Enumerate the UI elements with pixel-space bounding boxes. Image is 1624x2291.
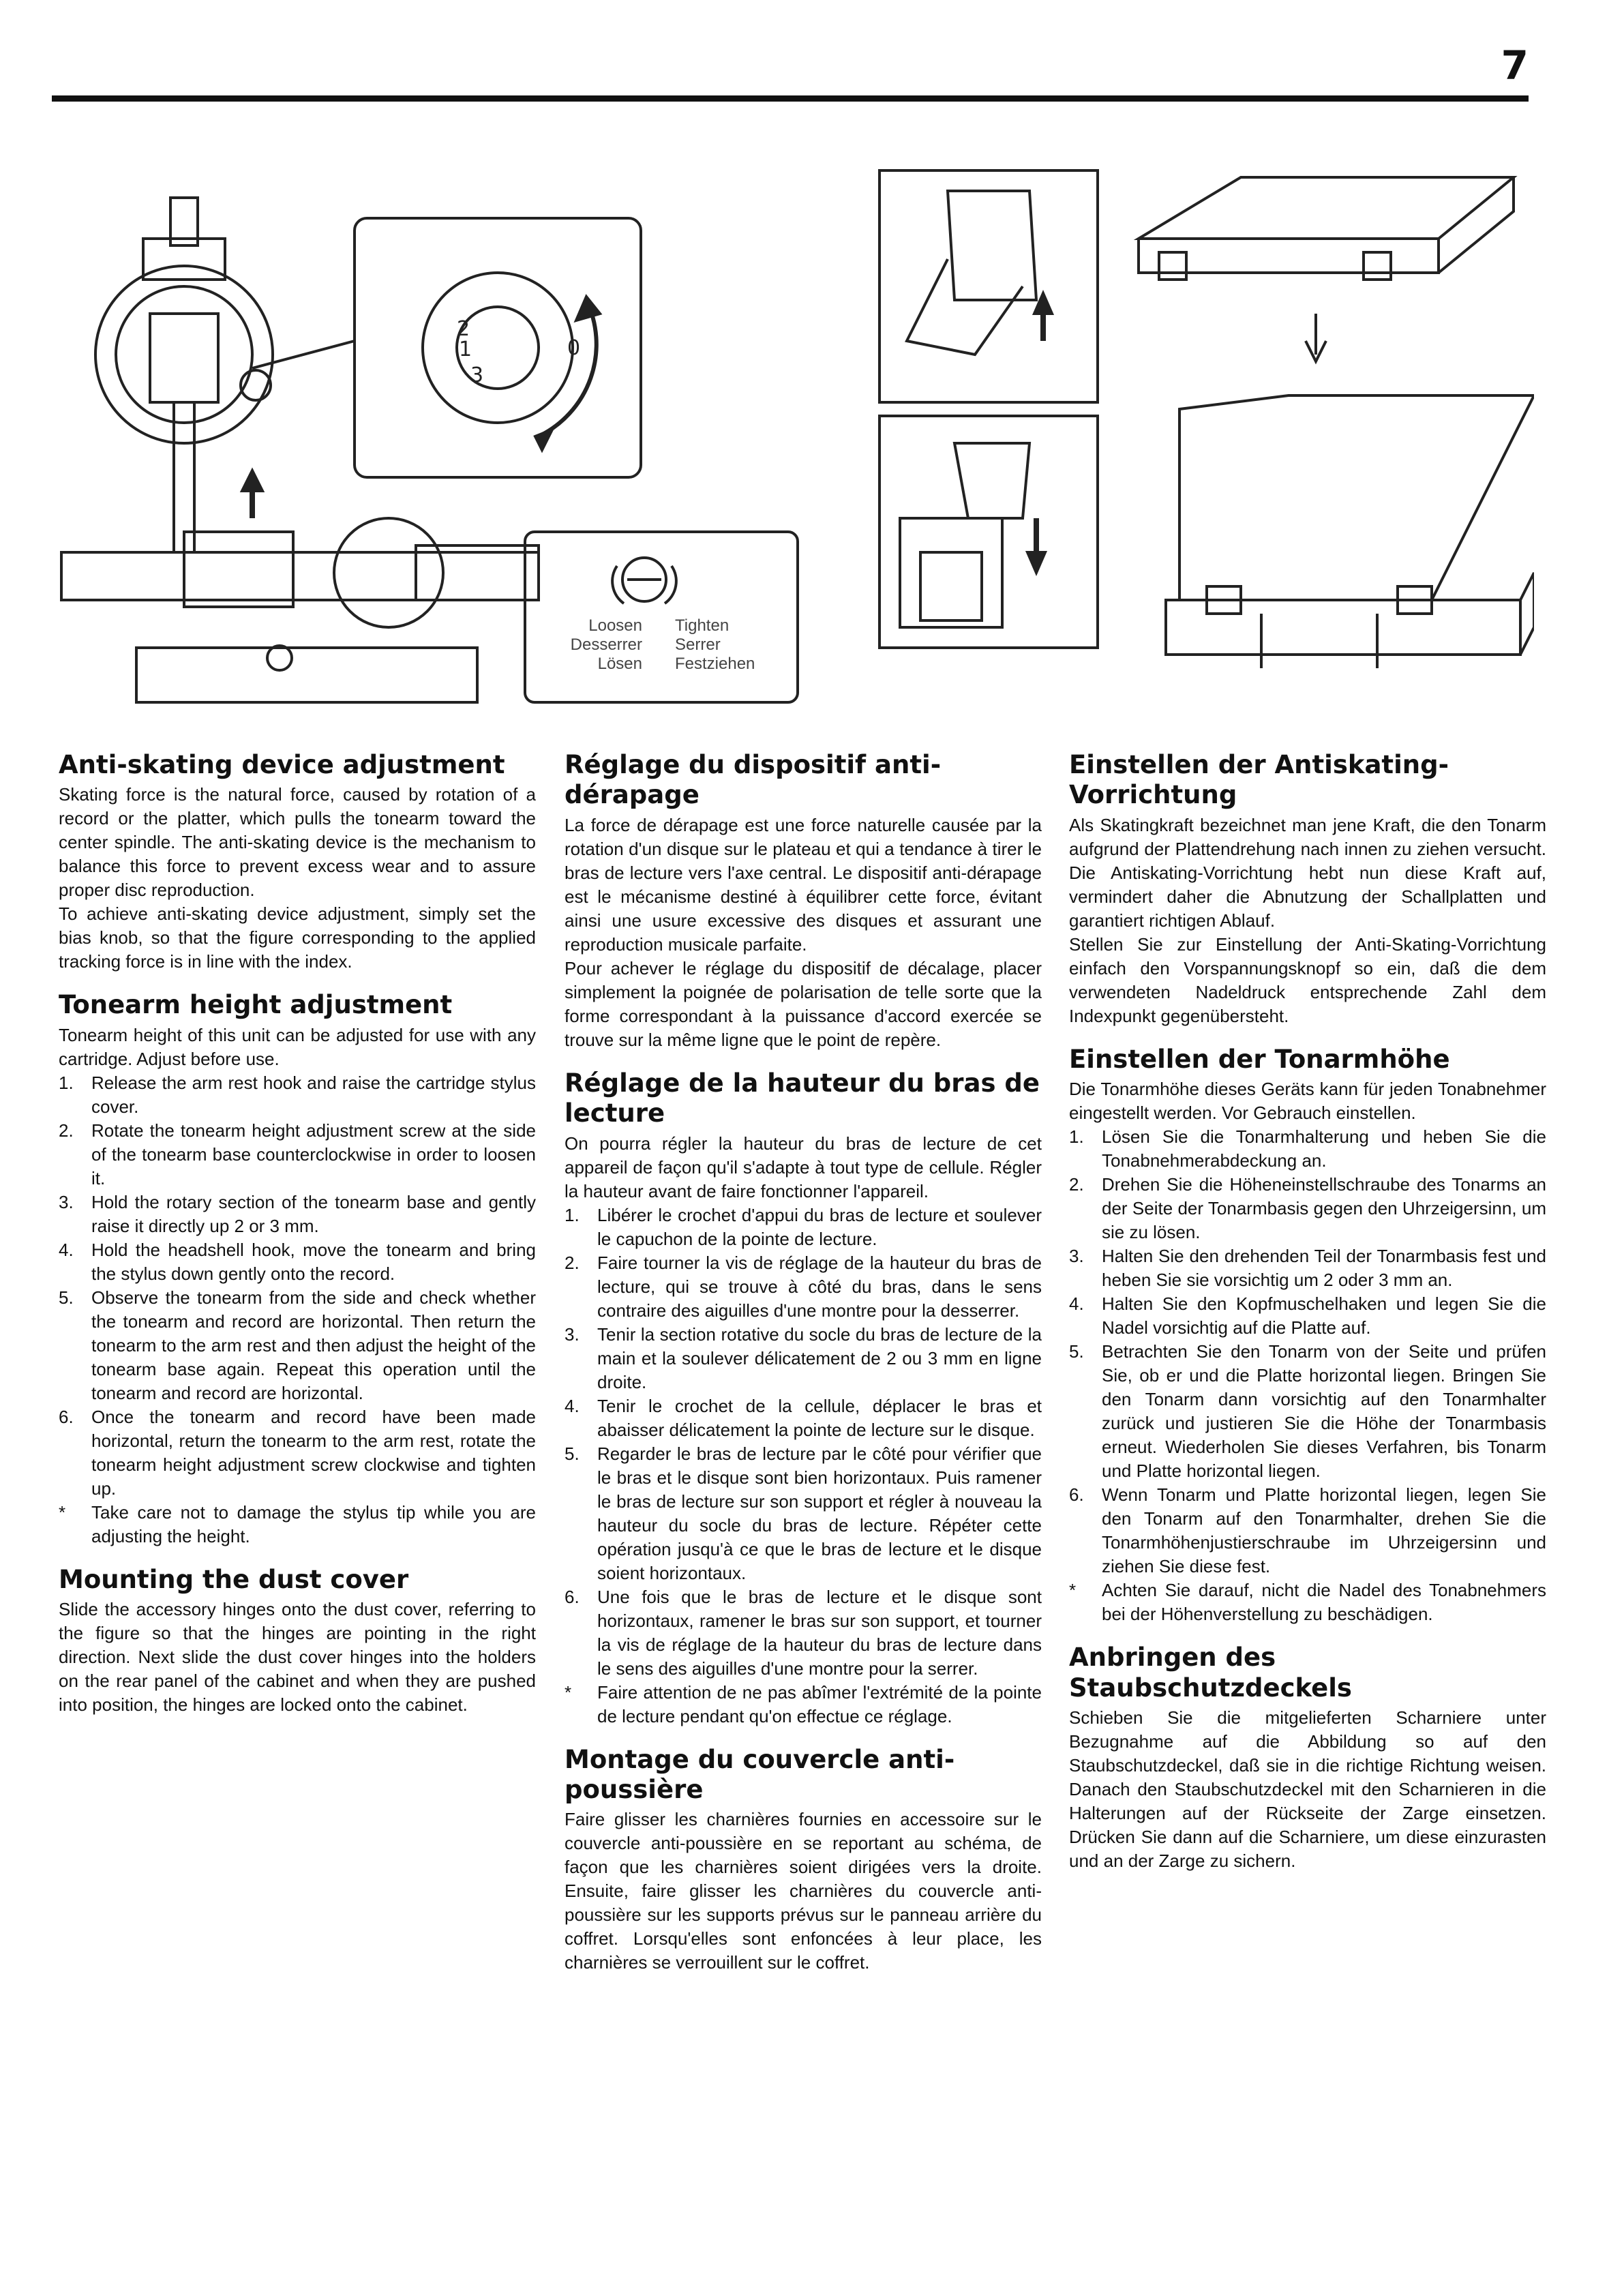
column-german [1069, 750, 1546, 1889]
paragraph: Skating force is the natural force, caused by rotation of a record or the platter, which pulls the tonearm toward the center spindle. The anti-skating device is the mechanism to balance this force to prevent excess wear and to assure proper disc reproduction. [59, 784, 536, 901]
list-item: 2. Rotate the tonearm height adjustment screw at the side of the tonearm base counterclockwise in order to loosen it. [59, 1120, 536, 1188]
list-item: 4. Tenir le crochet de la cellule, déplacer le bras et abaisser délicatement la pointe de lecture sur le disque. [565, 1395, 1042, 1440]
section-dust-fr [565, 1745, 1042, 1975]
paragraph: Tonearm height of this unit can be adjusted for use with any cartridge. Adjust before use. [59, 1024, 536, 1069]
paragraph: Faire glisser les charnières fournies en accessoire sur le couvercle anti-poussière en se reportant au schéma, de façon que les charnières soient dirigées vers la droite. Ensuite, faire glisser les charnières du couvercle anti-poussière sur les supports prévus sur le panneau arrière du coffret. Lorsqu'elles sont enfoncées à leur place, les charnières se verrouillent sur le coffret. [565, 1809, 1042, 1973]
list-item: 1. Libérer le crochet d'appui du bras de lecture et soulever le capuchon de la pointe de lecture. [565, 1204, 1042, 1249]
page-number: 7 [1501, 42, 1529, 89]
steps-list-de [1069, 1125, 1546, 1626]
list-item: 3. Halten Sie den drehenden Teil der Tonarmbasis fest und heben Sie sie vorsichtig um 2 oder 3 mm an. [1069, 1246, 1546, 1291]
section-dust-de [1069, 1643, 1546, 1873]
list-item: 4. Halten Sie den Kopfmuschelhaken und legen Sie die Nadel vorsichtig auf die Platte auf. [1069, 1293, 1546, 1338]
tighten-label-de: Festziehen [675, 655, 755, 673]
assembly-illustration [48, 136, 1534, 716]
loosen-labels [567, 616, 642, 674]
column-french [565, 750, 1042, 1991]
tighten-labels [675, 616, 777, 674]
steps-list-fr [565, 1203, 1042, 1728]
heading-dust-fr: Montage du couvercle anti-poussière [565, 1744, 955, 1804]
dial-number-0: 0 [567, 336, 581, 360]
paragraph: To achieve anti-skating device adjustment, simply set the bias knob, so that the figure corresponding to the applied tracking force is in line with the index. [59, 903, 536, 972]
list-item: * Achten Sie darauf, nicht die Nadel des Tonabnehmers bei der Höhenverstellung zu beschädigen. [1069, 1580, 1546, 1625]
section-antiskating-fr [565, 750, 1042, 1052]
heading-height-fr: Réglage de la hauteur du bras de lecture [565, 1068, 1040, 1128]
list-item: 5. Observe the tonearm from the side and check whether the tonearm and record are horizontal. Then return the tonearm to the arm rest and then adjust the height of the tonearm base again. Repeat this operation until the tonearm and record are horizontal. [59, 1287, 536, 1403]
loosen-label-de: Lösen [597, 655, 642, 673]
heading-dust-en: Mounting the dust cover [59, 1564, 409, 1594]
list-item: * Take care not to damage the stylus tip while you are adjusting the height. [59, 1501, 536, 1546]
loosen-label-en: Loosen [588, 616, 642, 635]
list-item: 2. Drehen Sie die Höheneinstellschraube des Tonarms an der Seite der Tonarmbasis gegen den Uhrzeigersinn, um sie zu lösen. [1069, 1174, 1546, 1243]
list-item: 6. Once the tonearm and record have been made horizontal, return the tonearm to the arm rest, rotate the tonearm height adjustment screw clockwise and tighten up. [59, 1406, 536, 1499]
paragraph: Slide the accessory hinges onto the dust cover, referring to the figure so that the hinges are pointing in the right direction. Next slide the dust cover hinges into the holders on the rear panel of the cabinet and when they are pushed into position, the hinges are locked onto the cabinet. [59, 1599, 536, 1716]
list-item: 2. Faire tourner la vis de réglage de la hauteur du bras de lecture, qui se trouve à côté du bras, dans le sens contraire des aiguilles d'une montre pour la desserrer. [565, 1252, 1042, 1321]
paragraph: Schieben Sie die mitgelieferten Scharniere unter Bezugnahme auf die Abbildung so auf den Staubschutzdeckel, daß sie in die richtige Richtung weisen. Danach den Staubschutzdeckel mit den Scharnieren in die Halterungen auf der Rückseite der Zarge einsetzen. Drücken Sie dann auf die Scharniere, um diese einzurasten und an der Zarge zu sichern. [1069, 1707, 1546, 1871]
paragraph: La force de dérapage est une force naturelle causée par la rotation d'un disque sur le plateau et qui a tendance à tirer le bras de lecture vers l'axe central. Le dispositif anti-dérapage est le mécanisme destiné à équilibrer cette force, évitant ainsi une usure excessive des disques et assurant une reproduction musicale parfaite. [565, 814, 1042, 955]
list-item: 3. Tenir la section rotative du socle du bras de lecture de la main et la soulever délicatement de 2 ou 3 mm en ligne droite. [565, 1323, 1042, 1392]
steps-list-en [59, 1071, 536, 1548]
section-dust-en [59, 1565, 536, 1717]
paragraph: Als Skatingkraft bezeichnet man jene Kraft, die den Tonarm aufgrund der Plattendrehung nach innen zu ziehen versucht. Die Antiskating-Vorrichtung hebt nun diese Kraft auf, vermindert daher die Abnutzung der Schallplatten und garantiert richtigen Ablauf. [1069, 814, 1546, 931]
tonearm-base-top-view [95, 198, 273, 552]
heading-antiskating-fr: Réglage du dispositif anti-dérapage [565, 750, 942, 810]
heading-height-de: Einstellen der Tonarmhöhe [1069, 1044, 1450, 1074]
heading-height-en: Tonearm height adjustment [59, 990, 453, 1020]
dial-number-1: 1 [459, 338, 472, 361]
hinge-top-detail [879, 170, 1098, 402]
dust-cover-open [1166, 395, 1534, 668]
list-item: 1. Lösen Sie die Tonarmhalterung und heben Sie die Tonabnehmerabdeckung an. [1069, 1126, 1546, 1171]
loosen-label-fr: Desserrer [570, 635, 642, 654]
tighten-label-fr: Serrer [675, 635, 721, 654]
tonearm-side-view [61, 470, 539, 702]
section-height-de [1069, 1045, 1546, 1626]
list-item: * Faire attention de ne pas abîmer l'extrémité de la pointe de lecture pendant qu'on effectue ce réglage. [565, 1681, 1042, 1726]
list-item: 1. Release the arm rest hook and raise the cartridge stylus cover. [59, 1072, 536, 1117]
tighten-label-en: Tighten [675, 616, 730, 635]
dust-cover-closed [1139, 177, 1514, 361]
paragraph: Pour achever le réglage du dispositif de décalage, placer simplement la poignée de polarisation de telle sorte que la forme correspondant à la puissance d'accord exercée se trouve sur la même ligne que le point de repère. [565, 957, 1042, 1050]
list-item: 6. Wenn Tonarm und Platte horizontal liegen, legen Sie den Tonarm auf den Tonarmhalter, drehen Sie die Tonarmhöhenjustierschraube im Uhrzeigersinn und ziehen Sie diese fest. [1069, 1484, 1546, 1577]
paragraph: Stellen Sie zur Einstellung der Anti-Skating-Vorrichtung einfach den Vorspannungsknopf so ein, daß die dem verwendeten Nadeldruck entsprechende Zahl dem Indexpunkt gegenübersteht. [1069, 933, 1546, 1026]
paragraph: Die Tonarmhöhe dieses Geräts kann für jeden Tonabnehmer eingestellt werden. Vor Gebrauch einstellen. [1069, 1079, 1546, 1124]
list-item: 4. Hold the headshell hook, move the tonearm and bring the stylus down gently onto the record. [59, 1239, 536, 1284]
section-antiskating-en [59, 750, 536, 974]
dial-number-3: 3 [470, 363, 484, 387]
dial-number-2: 2 [457, 317, 470, 341]
heading-dust-de: Anbringen des Staubschutzdeckels [1069, 1643, 1352, 1703]
column-english [59, 750, 536, 1733]
heading-antiskating-en: Anti-skating device adjustment [59, 750, 505, 779]
list-item: 3. Hold the rotary section of the tonearm base and gently raise it directly up 2 or 3 mm. [59, 1191, 536, 1236]
hinge-bottom-detail [879, 416, 1098, 648]
bias-dial-callout [252, 218, 641, 477]
list-item: 6. Une fois que le bras de lecture et le disque sont horizontaux, ramener le bras sur son support, et tourner la vis de réglage de la hauteur du bras de lecture dans le sens des aiguilles d'une montre pour la serrer. [565, 1586, 1042, 1679]
list-item: 5. Betrachten Sie den Tonarm von der Seite und prüfen Sie, ob er und die Platte horizontal liegen. Bringen Sie den Tonarm dann vorsichtig auf den Tonarmhalter zurück und justieren Sie die Höhe der Tonarmbasis erneut. Wiederholen Sie dieses Verfahren, bis Tonarm und Platte horizontal liegen. [1069, 1341, 1546, 1482]
list-item: 5. Regarder le bras de lecture par le côté pour vérifier que le bras et le disque sont bien horizontaux. Puis ramener le bras de lecture sur son support et régler à nouveau la hauteur du socle du bras de lecture. Répéter cette opération jusqu'à ce que le bras de lecture et le disque soient horizontaux. [565, 1443, 1042, 1583]
paragraph: On pourra régler la hauteur du bras de lecture de cet appareil de façon qu'il s'adapte à tout type de cellule. Régler la hauteur avant de faire fonctionner l'appareil. [565, 1133, 1042, 1201]
section-height-fr [565, 1068, 1042, 1728]
header-rule [52, 95, 1529, 102]
heading-antiskating-de: Einstellen der Antiskating-Vorrichtung [1069, 750, 1449, 810]
section-antiskating-de [1069, 750, 1546, 1028]
section-height-en [59, 990, 536, 1548]
